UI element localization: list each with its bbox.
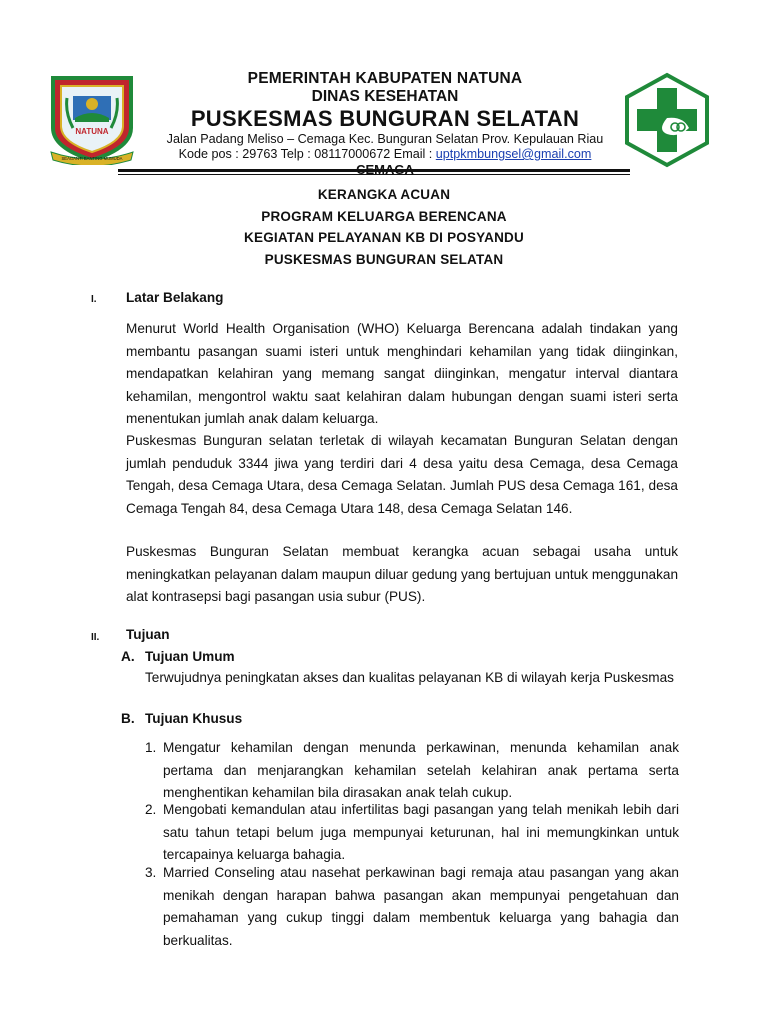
list-item-number: 2. (145, 802, 157, 817)
section-2-heading: Tujuan (126, 627, 170, 642)
subsection-b-heading: Tujuan Khusus (145, 711, 243, 726)
list-item-number: 3. (145, 865, 157, 880)
emblem-motto-text: SEAGANTI BANTING MUMUDA (61, 156, 123, 161)
title-line-2: PROGRAM KELUARGA BERENCANA (261, 208, 507, 224)
government-name: PEMERINTAH KABUPATEN NATUNA (247, 70, 523, 87)
subsection-b-letter: B. (121, 711, 135, 726)
list-item-text: Mengatur kehamilan dengan menunda perkawinan, menunda kehamilan anak pertama dan menjarangkan kehamilan setelah kelahiran anak pertama serta menghentikan kehamilan bila dirasakan anak telah cukup. (163, 740, 679, 800)
section-1-numeral: I. (91, 294, 97, 305)
section-1-paragraph: Puskesmas Bunguran Selatan membuat kerangka acuan sebagai usaha untuk meningkatkan pelayanan dalam maupun diluar gedung yang bertujuan untuk menggunakan alat kontrasepsi bagi pasangan usia subur (PUS). (126, 544, 678, 604)
letterhead-rule-thin (118, 174, 630, 175)
subsection-a-heading: Tujuan Umum (145, 649, 235, 664)
list-item-text: Married Conseling atau nasehat perkawinan bagi remaja atau pasangan yang akan menikah dengan harapan bahwa pasangan akan mempunyai pengetahuan dan pemahaman yang cukup tinggi dalam membentuk keluarga yang bahagia dan berkualitas. (163, 865, 679, 948)
emblem-name-text: NATUNA (75, 127, 109, 136)
puskesmas-logo (623, 72, 711, 168)
green-cross-icon (623, 72, 711, 168)
document-title (0, 184, 768, 270)
subsection-a-text: Terwujudnya peningkatan akses dan kualitas pelayanan KB di wilayah kerja Puskesmas (145, 670, 674, 685)
address-line: Jalan Padang Meliso – Cemaga Kec. Bunguran Selatan Prov. Kepulauan Riau (166, 132, 604, 146)
contact-line (140, 147, 630, 162)
letterhead-rule-thick (118, 169, 630, 172)
title-line-3: KEGIATAN PELAYANAN KB DI POSYANDU (244, 230, 524, 245)
email-link[interactable]: uptpkmbungsel@gmail.com (435, 147, 592, 161)
department-name: DINAS KESEHATAN (311, 88, 459, 105)
list-item-text: Mengobati kemandulan atau infertilitas bagi pasangan yang telah menikah lebih dari satu tahun tetapi belum juga mempunyai keturunan, hal ini memungkinkan untuk tercapainya keluarga bahagia. (163, 802, 679, 862)
subsection-a-letter: A. (121, 649, 135, 664)
institution-name: PUSKESMAS BUNGURAN SELATAN (190, 106, 580, 131)
section-1-paragraph: Menurut World Health Organisation (WHO) Keluarga Berencana adalah tindakan yang membantu pasangan suami isteri untuk menghindari kehamilan yang tidak diinginkan, mendapatkan kelahiran yang memang sangat diinginkan, mengatur interval diantara kehamilan, mengontrol waktu saat kelahiran dalam hubungan dengan suami isteri serta menentukan jumlah anak dalam keluarga. (126, 321, 678, 426)
natuna-emblem-logo (47, 68, 137, 165)
section-1-heading: Latar Belakang (126, 290, 224, 305)
title-line-4: PUSKESMAS BUNGURAN SELATAN (264, 251, 504, 267)
section-1-paragraph: Puskesmas Bunguran selatan terletak di wilayah kecamatan Bunguran Selatan dengan jumlah penduduk 3344 jiwa yang terdiri dari 4 desa yaitu desa Cemaga, desa Cemaga Tengah, desa Cemaga Utara, desa Cemaga Selatan. Jumlah PUS desa Cemaga 161, desa Cemaga Tengah 84, desa Cemaga Utara 148, desa Cemaga Selatan 146. (126, 433, 678, 516)
natuna-emblem-icon (47, 68, 137, 165)
letterhead (140, 70, 630, 178)
list-item-number: 1. (145, 740, 157, 755)
section-2-numeral: II. (91, 632, 100, 643)
contact-details: Kode pos : 29763 Telp : 08117000672 Email : (178, 147, 436, 161)
title-line-1: KERANGKA ACUAN (317, 187, 451, 202)
place-name: CEMAGA (356, 162, 414, 177)
